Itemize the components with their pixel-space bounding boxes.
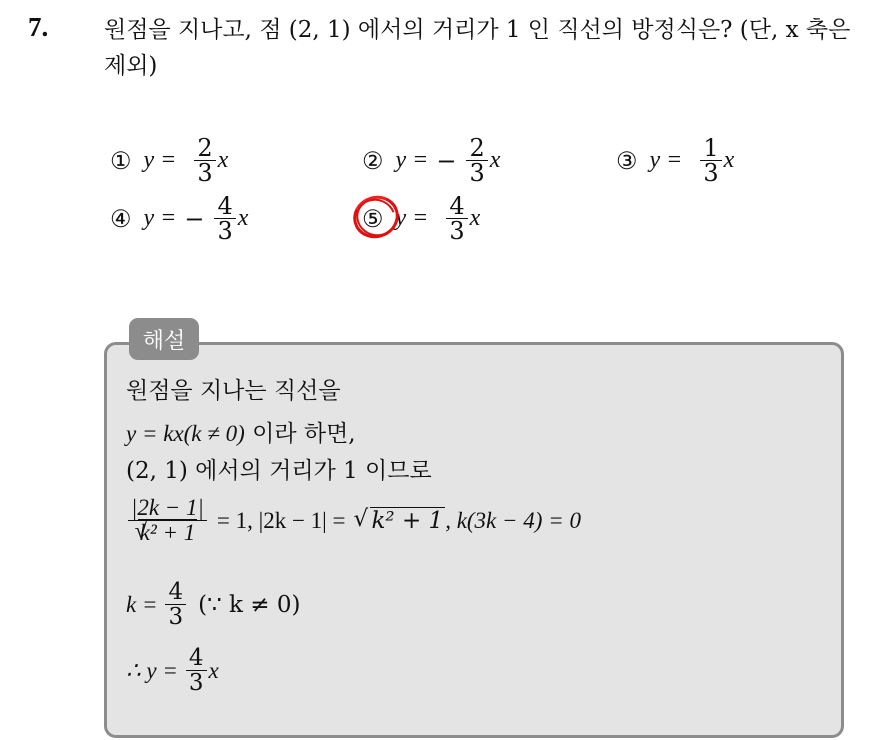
- choice-mark: [362, 205, 384, 233]
- solution-line-4-sqrt: [354, 504, 446, 538]
- choice-variable: x: [469, 205, 481, 231]
- fraction-numerator: |2k − 1|: [128, 496, 207, 521]
- choice-variable: x: [723, 147, 735, 173]
- sqrt-content: k² + 1: [371, 507, 444, 534]
- choice-prefix: y =: [395, 205, 429, 231]
- solution-line-5-prefix: k =: [126, 591, 158, 617]
- answer-circle-stroke: [350, 192, 402, 242]
- solution-line-4-rest1: = 1, |2k − 1| =: [216, 507, 346, 533]
- choice-mark: ②: [362, 146, 384, 175]
- question-text: 원점을 지나고, 점 (2, 1) 에서의 거리가 1 인 직선의 방정식은? (단, x 축은 제외): [104, 17, 851, 79]
- choice-variable: x: [489, 147, 501, 173]
- choice-mark: ③: [616, 146, 638, 175]
- fraction-denominator: 3: [168, 604, 184, 630]
- solution-line-4: [126, 496, 581, 545]
- choice-denominator: 3: [703, 159, 719, 187]
- choice-prefix: y =: [395, 147, 429, 173]
- fraction-numerator: 4: [165, 580, 186, 605]
- solution-line-6-var: x: [208, 657, 219, 683]
- choice-variable: x: [217, 147, 229, 173]
- choice-prefix: y =: [143, 147, 177, 173]
- solution-line-6-prefix: ∴ y =: [126, 657, 178, 683]
- solution-line-4-rest2: , k(3k − 4) = 0: [445, 507, 581, 533]
- solution-label: 해설: [129, 318, 199, 360]
- sqrt-content: k² + 1: [139, 520, 196, 545]
- choice-numerator: 4: [446, 194, 467, 219]
- choice-mark: ①: [110, 146, 132, 175]
- fraction-numerator: 4: [186, 646, 207, 671]
- choice-sign: −: [184, 204, 205, 233]
- choice-numerator: 2: [466, 136, 487, 161]
- question-number: 7.: [28, 12, 49, 42]
- solution-line-3: (2, 1) 에서의 거리가 1 이므로: [126, 458, 432, 484]
- solution-line-5: [126, 580, 300, 629]
- choice-mark-text: ⑤: [362, 204, 384, 233]
- choice-5[interactable]: [362, 194, 480, 243]
- solution-line-1: 원점을 지나는 직선을: [126, 378, 341, 404]
- choice-2[interactable]: [362, 136, 500, 185]
- solution-line-2-math: y = kx(k ≠ 0): [126, 421, 245, 446]
- choice-denominator: 3: [449, 217, 465, 245]
- choice-3[interactable]: [616, 136, 734, 185]
- choice-denominator: 3: [469, 159, 485, 187]
- choice-denominator: 3: [217, 217, 233, 245]
- choice-numerator: 4: [214, 194, 235, 219]
- choice-1[interactable]: [110, 136, 228, 185]
- choice-sign: −: [436, 146, 457, 175]
- solution-line-2: [126, 417, 356, 451]
- solution-line-6: [126, 646, 219, 695]
- choice-denominator: 3: [197, 159, 213, 187]
- choice-prefix: y =: [649, 147, 683, 173]
- fraction-denominator-sqrt: [135, 521, 201, 545]
- choice-4[interactable]: [110, 194, 248, 243]
- solution-line-5-rest: (∵ k ≠ 0): [198, 591, 301, 618]
- choice-numerator: 2: [194, 136, 215, 161]
- fraction-denominator: 3: [188, 670, 204, 696]
- choice-mark: ④: [110, 204, 132, 233]
- choice-variable: x: [237, 205, 249, 231]
- solution-line-2-text: 이라 하면,: [244, 421, 356, 447]
- choice-numerator: 1: [700, 136, 721, 161]
- choice-prefix: y =: [143, 205, 177, 231]
